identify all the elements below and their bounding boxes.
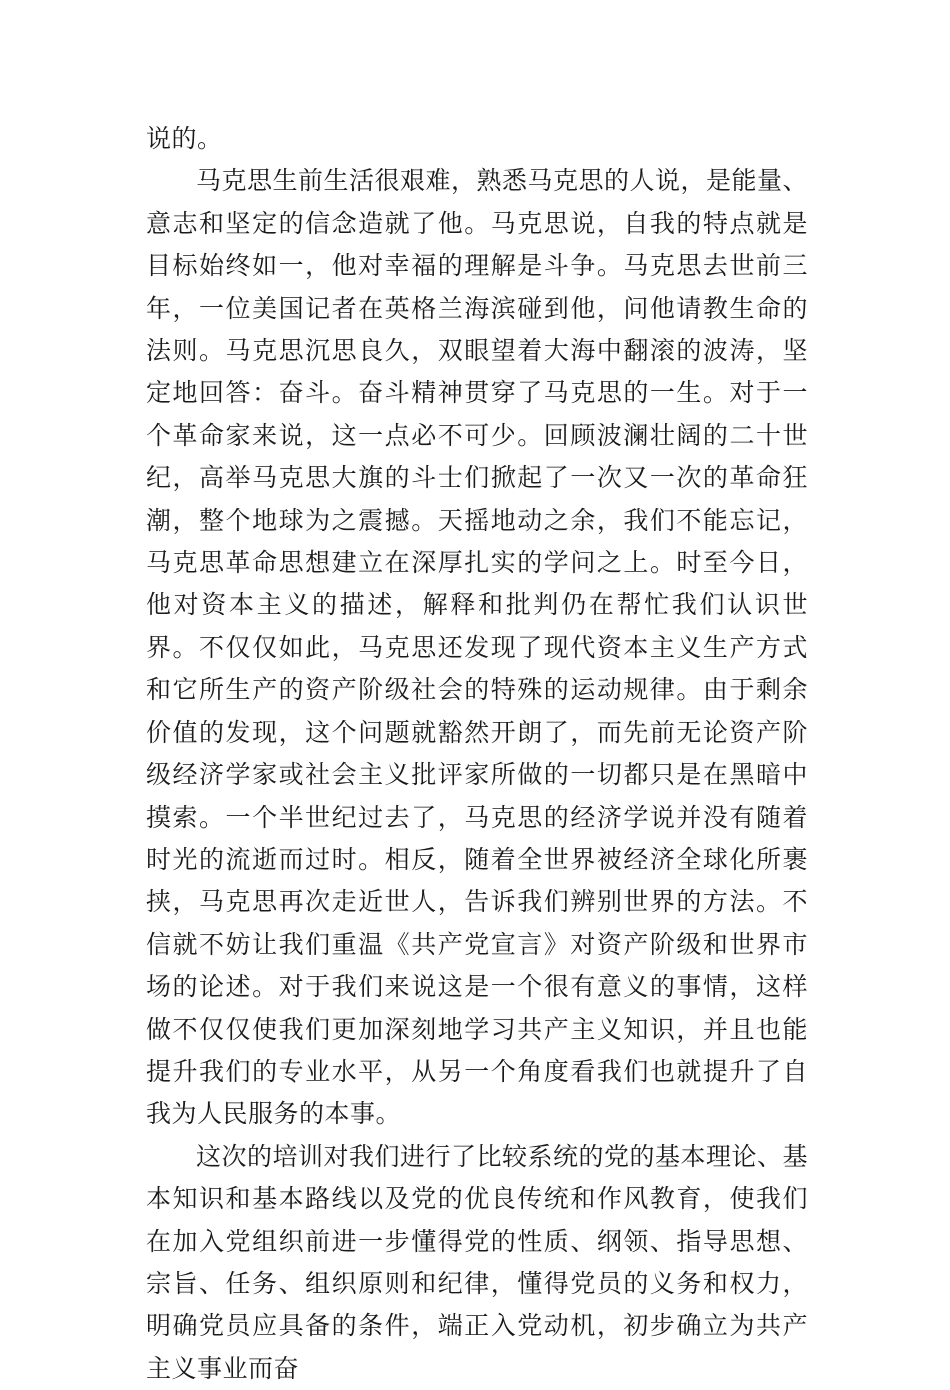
paragraph-marx-struggle: 马克思生前生活很艰难，熟悉马克思的人说，是能量、意志和坚定的信念造就了他。马克思说，自我的特点就是目标始终如一，他对幸福的理解是斗争。马克思去世前三年，一位美国记者在英格兰海滨碰到他，问他请教生命的法则。马克思沉思良久，双眼望着大海中翻滚的波涛，坚定地回答：奋斗。奋斗精神贯穿了马克思的一生。对于一个革命家来说，这一点必不可少。回顾波澜壮阔的二十世纪，高举马克思大旗的斗士们掀起了一次又一次的革命狂潮，整个地球为之震撼。天摇地动之余，我们不能忘记，马克思革命思想建立在深厚扎实的学问之上。时至今日，他对资本主义的描述，解释和批判仍在帮忙我们认识世界。不仅仅如此，马克思还发现了现代资本主义生产方式和它所生产的资产阶级社会的特殊的运动规律。由于剩余价值的发现，这个问题就豁然开朗了，而先前无论资产阶级经济学家或社会主义批评家所做的一切都只是在黑暗中摸索。一个半世纪过去了，马克思的经济学说并没有随着时光的流逝而过时。相反，随着全世界被经济全球化所裹挟，马克思再次走近世人，告诉我们辨别世界的方法。不信就不妨让我们重温《共产党宣言》对资产阶级和世界市场的论述。对于我们来说这是一个很有意义的事情，这样做不仅仅使我们更加深刻地学习共产主义知识，并且也能提升我们的专业水平，从另一个角度看我们也就提升了自我为人民服务的本事。 xyxy=(146,166,809,1129)
document-body xyxy=(146,118,808,1390)
paragraph-continuation: 说的。 xyxy=(146,124,223,153)
paragraph-training: 这次的培训对我们进行了比较系统的党的基本理论、基本知识和基本路线以及党的优良传统和作风教育，使我们在加入党组织前进一步懂得党的性质、纲领、指导思想、宗旨、任务、组织原则和纪律，懂得党员的义务和权力，明确党员应具备的条件，端正入党动机，初步确立为共产主义事业而奋 xyxy=(146,1141,809,1383)
